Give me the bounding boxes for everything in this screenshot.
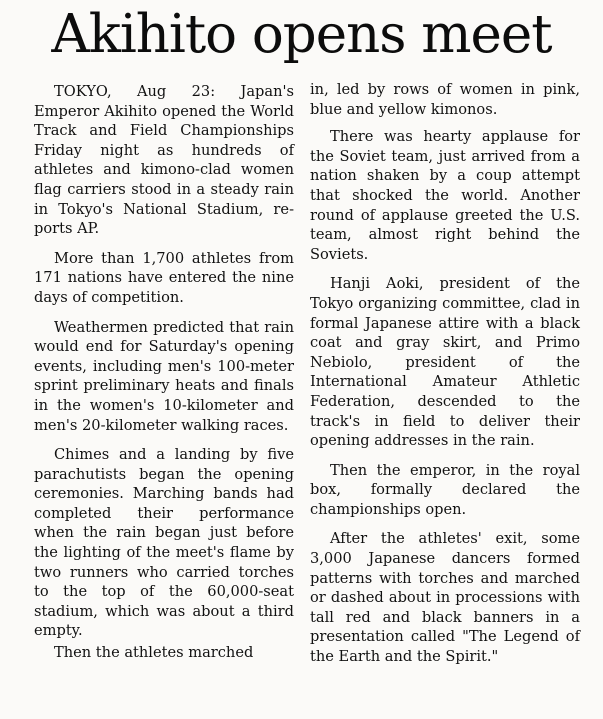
paragraph: Hanji Aoki, president of the Tokyo organizing committee, clad in formal Japanese attire with a black coat and gray skirt, and Primo Nebiolo, president of the International Amateur Athletic Federation, descended to the track's in field to deliver their opening addresses in the rain. <box>310 275 580 450</box>
paragraph: There was hearty applause for the Soviet team, just arrived from a nation shaken by a coup attempt that shocked the world. Another round of applause greeted the U.S. team, almost right behind the Soviets. <box>310 128 580 263</box>
paragraph: More than 1,700 athletes from 171 nations have entered the nine days of competition. <box>34 249 294 306</box>
paragraph: TOKYO, Aug 23: Japan's Emperor Akihito opened the World Track and Field Championships Friday night as hundreds of athletes and kimono-clad women flag carriers stood in a steady rain in Tokyo's National Stadium, reports AP. <box>34 83 294 238</box>
paragraph: Weathermen predicted that rain would end for Saturday's opening events, including men's 100-meter sprint preliminary heats and finals in the women's 10-kilometer and men's 20-kilometer walking races. <box>34 318 294 434</box>
headline: Akihito opens meet <box>51 4 552 65</box>
paragraph: After the athletes' exit, some 3,000 Japanese dancers formed patterns with torches and marched or dashed about in processions with tall red and black banners in a presentation called "The Legend of the Earth and the Spirit." <box>310 530 580 666</box>
paragraph: Then the athletes marched <box>54 644 254 662</box>
paragraph: Chimes and a landing by five parachutists began the opening ceremonies. Marching bands had completed their performance when the rain began just before the lighting of the meet's flame by two runners who carried torches to the top of the 60,000-seat stadium, which was about a third empty. <box>34 446 294 640</box>
paragraph: in, led by rows of women in pink, blue and yellow kimonos. <box>310 81 580 118</box>
paragraph: Then the emperor, in the royal box, formally declared the championships open. <box>310 461 580 518</box>
right-column <box>310 80 580 667</box>
left-column <box>34 82 294 663</box>
